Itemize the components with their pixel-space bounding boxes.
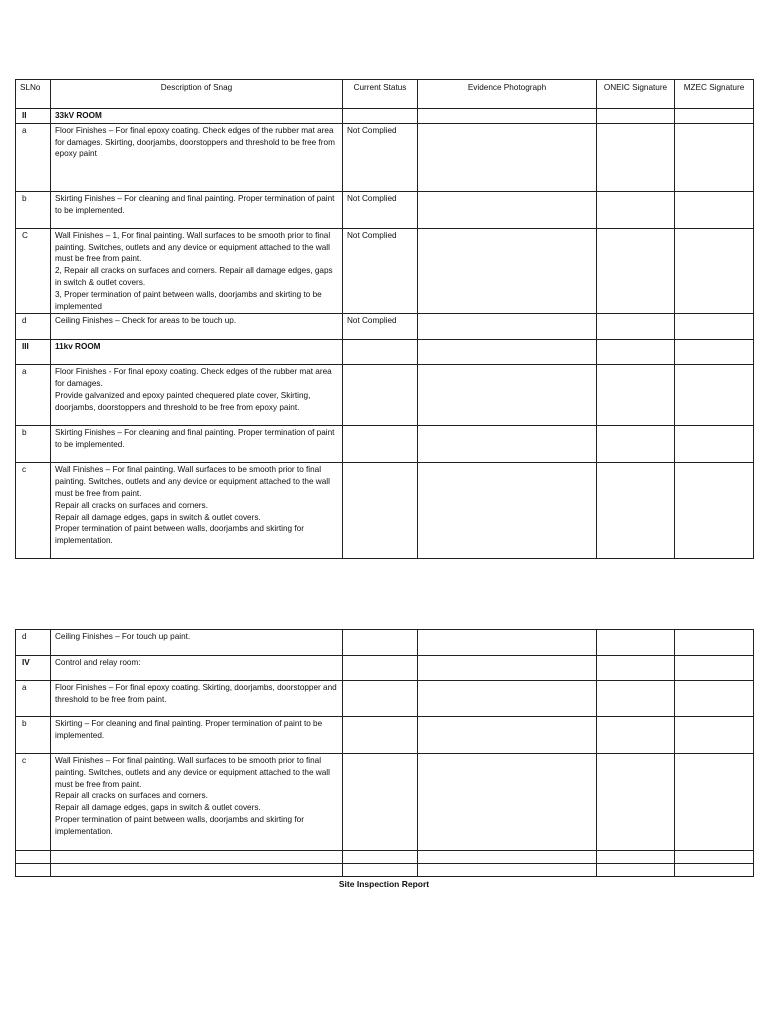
- row-status: Not Complied: [343, 191, 418, 228]
- mzec-signature-cell: [675, 681, 754, 717]
- table-row: [16, 365, 754, 426]
- evidence-cell: [418, 228, 597, 314]
- row-status: [343, 864, 418, 877]
- oneic-signature-cell: [597, 851, 675, 864]
- row-slno: C: [16, 228, 51, 314]
- row-description: Skirting Finishes – For cleaning and final painting. Proper termination of paint to be implemented.: [51, 191, 343, 228]
- table-row: [16, 630, 754, 656]
- table-row: [16, 123, 754, 191]
- row-status: [343, 365, 418, 426]
- row-slno: d: [16, 630, 51, 656]
- row-slno: III: [16, 340, 51, 365]
- table-row: [16, 109, 754, 124]
- oneic-signature-cell: [597, 426, 675, 463]
- row-slno: [16, 864, 51, 877]
- evidence-cell: [418, 191, 597, 228]
- header-status: Current Status: [343, 80, 418, 109]
- row-slno: b: [16, 191, 51, 228]
- row-status: [343, 754, 418, 851]
- row-status: [343, 426, 418, 463]
- row-description: 33kV ROOM: [51, 109, 343, 124]
- table-row: [16, 228, 754, 314]
- table-row: [16, 314, 754, 340]
- row-slno: [16, 851, 51, 864]
- table-row: [16, 717, 754, 754]
- table-row: [16, 191, 754, 228]
- report-footer-title: Site Inspection Report: [338, 879, 430, 889]
- evidence-cell: [418, 314, 597, 340]
- row-status: [343, 851, 418, 864]
- table-row: [16, 340, 754, 365]
- evidence-cell: [418, 717, 597, 754]
- row-description: Ceiling Finishes – For touch up paint.: [51, 630, 343, 656]
- row-description: Ceiling Finishes – Check for areas to be touch up.: [51, 314, 343, 340]
- oneic-signature-cell: [597, 656, 675, 681]
- oneic-signature-cell: [597, 109, 675, 124]
- evidence-cell: [418, 463, 597, 559]
- table-row: [16, 426, 754, 463]
- row-status: [343, 681, 418, 717]
- row-slno: b: [16, 717, 51, 754]
- evidence-cell: [418, 754, 597, 851]
- row-slno: b: [16, 426, 51, 463]
- oneic-signature-cell: [597, 314, 675, 340]
- mzec-signature-cell: [675, 228, 754, 314]
- mzec-signature-cell: [675, 656, 754, 681]
- header-oneic-signature: ONEIC Signature: [597, 80, 675, 109]
- row-description: Skirting Finishes – For cleaning and final painting. Proper termination of paint to be implemented.: [51, 426, 343, 463]
- row-description: Floor Finishes – For final epoxy coating. Skirting, doorjambs, doorstopper and threshold to be free from paint.: [51, 681, 343, 717]
- table-row: [16, 656, 754, 681]
- row-slno: a: [16, 365, 51, 426]
- evidence-cell: [418, 630, 597, 656]
- oneic-signature-cell: [597, 191, 675, 228]
- row-description: [51, 851, 343, 864]
- header-evidence: Evidence Photograph: [418, 80, 597, 109]
- row-description: Floor Finishes – For final epoxy coating. Check edges of the rubber mat area for damages. Skirting, doorjambs, doorstoppers and threshold to be free from epoxy paint: [51, 123, 343, 191]
- row-description: Wall Finishes – For final painting. Wall surfaces to be smooth prior to final painting. Switches, outlets and any device or equipment attached to the wall must be free from paint. Repair all cracks on surfaces and corners. Repair all damage edges, gaps in switch & outlet covers. Proper termination of paint between walls, doorjambs and skirting for implementation.: [51, 754, 343, 851]
- row-description: [51, 864, 343, 877]
- table-row: [16, 463, 754, 559]
- row-description: Floor Finishes - For final epoxy coating. Check edges of the rubber mat area for damages. Provide galvanized and epoxy painted chequered plate cover, Skirting, doorjambs, doorstoppers and threshold to be free from epoxy paint.: [51, 365, 343, 426]
- row-status: Not Complied: [343, 123, 418, 191]
- row-slno: IV: [16, 656, 51, 681]
- mzec-signature-cell: [675, 463, 754, 559]
- row-status: Not Complied: [343, 228, 418, 314]
- mzec-signature-cell: [675, 109, 754, 124]
- evidence-cell: [418, 851, 597, 864]
- header-slno: SLNo: [16, 80, 51, 109]
- evidence-cell: [418, 426, 597, 463]
- row-description: 11kv ROOM: [51, 340, 343, 365]
- row-description: Control and relay room:: [51, 656, 343, 681]
- oneic-signature-cell: [597, 463, 675, 559]
- row-status: [343, 656, 418, 681]
- row-slno: II: [16, 109, 51, 124]
- oneic-signature-cell: [597, 754, 675, 851]
- mzec-signature-cell: [675, 851, 754, 864]
- row-slno: a: [16, 123, 51, 191]
- evidence-cell: [418, 864, 597, 877]
- evidence-cell: [418, 340, 597, 365]
- oneic-signature-cell: [597, 340, 675, 365]
- evidence-cell: [418, 123, 597, 191]
- oneic-signature-cell: [597, 123, 675, 191]
- row-description: Skirting – For cleaning and final painting. Proper termination of paint to be implemented.: [51, 717, 343, 754]
- mzec-signature-cell: [675, 754, 754, 851]
- row-status: Not Complied: [343, 314, 418, 340]
- mzec-signature-cell: [675, 123, 754, 191]
- table-row: [16, 864, 754, 877]
- oneic-signature-cell: [597, 681, 675, 717]
- oneic-signature-cell: [597, 630, 675, 656]
- row-description: Wall Finishes – For final painting. Wall surfaces to be smooth prior to final painting. Switches, outlets and any device or equipment attached to the wall must be free from paint. Repair all cracks on surfaces and corners. Repair all damage edges, gaps in switch & outlet covers. Proper termination of paint between walls, doorjambs and skirting for implementation.: [51, 463, 343, 559]
- row-slno: c: [16, 463, 51, 559]
- row-status: [343, 717, 418, 754]
- mzec-signature-cell: [675, 314, 754, 340]
- oneic-signature-cell: [597, 717, 675, 754]
- row-slno: d: [16, 314, 51, 340]
- table-row: [16, 754, 754, 851]
- oneic-signature-cell: [597, 228, 675, 314]
- row-slno: c: [16, 754, 51, 851]
- row-slno: a: [16, 681, 51, 717]
- mzec-signature-cell: [675, 365, 754, 426]
- row-status: [343, 340, 418, 365]
- table-header-row: [16, 80, 754, 109]
- mzec-signature-cell: [675, 717, 754, 754]
- evidence-cell: [418, 681, 597, 717]
- table-row: [16, 851, 754, 864]
- mzec-signature-cell: [675, 864, 754, 877]
- row-description: Wall Finishes – 1, For final painting. Wall surfaces to be smooth prior to final painting. Switches, outlets and any device or equipment attached to the wall must be free from paint. 2, Repair all cracks on surfaces and corners. Repair all damage edges, gaps in switch & outlet covers. 3, Proper termination of paint between walls, doorjambs and skirting to be implemented: [51, 228, 343, 314]
- mzec-signature-cell: [675, 426, 754, 463]
- oneic-signature-cell: [597, 864, 675, 877]
- oneic-signature-cell: [597, 365, 675, 426]
- table-row: [16, 681, 754, 717]
- mzec-signature-cell: [675, 340, 754, 365]
- row-status: [343, 109, 418, 124]
- evidence-cell: [418, 109, 597, 124]
- header-description: Description of Snag: [51, 80, 343, 109]
- evidence-cell: [418, 365, 597, 426]
- row-status: [343, 463, 418, 559]
- snag-table-1: [15, 79, 754, 559]
- row-status: [343, 630, 418, 656]
- snag-table-2: [15, 629, 754, 877]
- evidence-cell: [418, 656, 597, 681]
- mzec-signature-cell: [675, 630, 754, 656]
- mzec-signature-cell: [675, 191, 754, 228]
- header-mzec-signature: MZEC Signature: [675, 80, 754, 109]
